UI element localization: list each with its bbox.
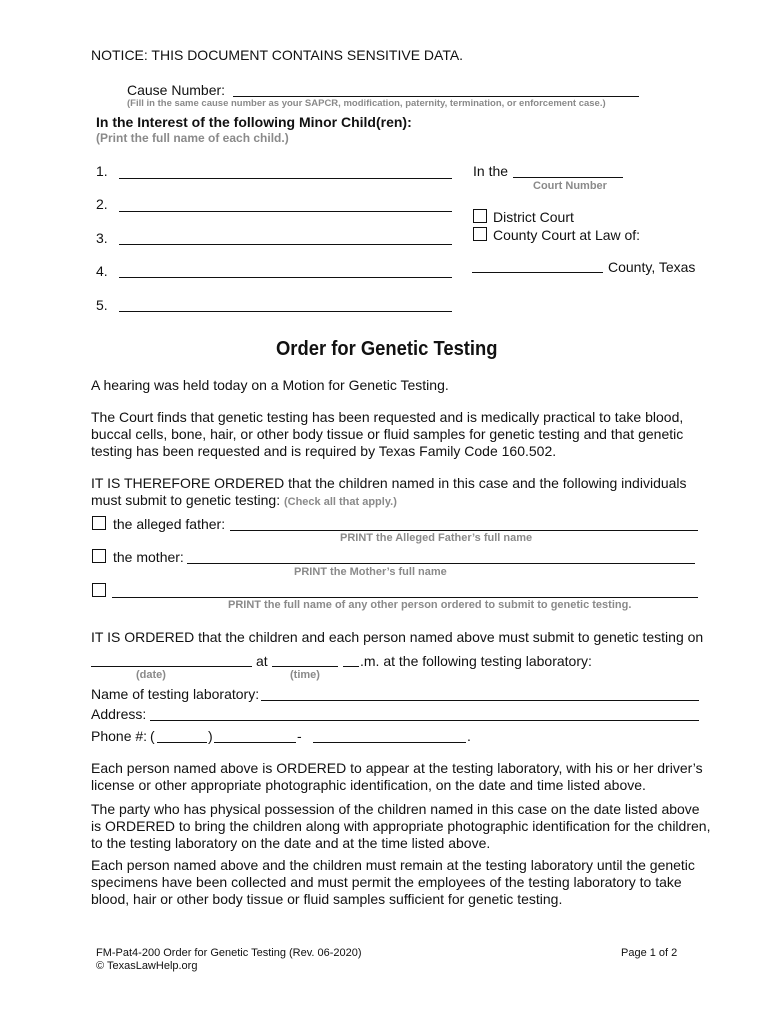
possession-paragraph: The party who has physical possession of the children named in this case on the date listed above is ORDERED to bring the children along with appropriate photographic identification for the children, to the testing laboratory on the date and at the time listed above.	[91, 801, 711, 851]
lab-name-field[interactable]	[261, 700, 699, 701]
therefore-ordered-text: IT IS THEREFORE ORDERED that the children named in this case and the following individuals must submit to genetic testing:	[91, 475, 687, 508]
district-court-label: District Court	[493, 209, 574, 225]
sensitive-data-notice: NOTICE: THIS DOCUMENT CONTAINS SENSITIVE DATA.	[91, 47, 464, 63]
date-label: (date)	[136, 669, 166, 681]
mother-hint: PRINT the Mother’s full name	[294, 566, 447, 578]
in-the-label: In the	[473, 163, 509, 179]
phone-line-field[interactable]	[313, 742, 466, 743]
m-laboratory-text: .m. at the following testing laboratory:	[360, 653, 592, 669]
appear-paragraph: Each person named above is ORDERED to appear at the testing laboratory, with his or her driver’s license or other appropriate photographic identification, on the date and time listed above.	[91, 760, 703, 793]
alleged-father-checkbox[interactable]	[92, 516, 106, 530]
court-finds-paragraph: The Court finds that genetic testing has been requested and is medically practical to take blood, buccal cells, bone, hair, or other body tissue or fluid samples for genetic testing and that genetic testing has been requested and is required by Texas Family Code 160.502.	[91, 409, 684, 459]
district-court-checkbox[interactable]	[473, 209, 487, 223]
county-name-field[interactable]	[472, 272, 603, 273]
child-number-5: 5.	[96, 297, 108, 313]
court-number-label: Court Number	[533, 180, 607, 192]
check-all-hint: (Check all that apply.)	[283, 496, 397, 508]
time-label: (time)	[290, 669, 320, 681]
mother-name-field[interactable]	[187, 563, 695, 564]
phone-open-paren: (	[150, 728, 155, 744]
alleged-father-label: the alleged father:	[113, 516, 226, 532]
court-number-field[interactable]	[513, 177, 623, 178]
child-name-field-4[interactable]	[119, 277, 452, 278]
alleged-father-hint: PRINT the Alleged Father’s full name	[340, 532, 533, 544]
page-title: Order for Genetic Testing	[276, 338, 498, 360]
lab-address-field[interactable]	[150, 720, 699, 721]
phone-dash: -	[297, 728, 302, 744]
mother-checkbox[interactable]	[92, 549, 106, 563]
cause-number-label: Cause Number:	[127, 82, 226, 98]
child-name-field-1[interactable]	[119, 178, 452, 179]
phone-area-code-field[interactable]	[157, 742, 207, 743]
county-texas-label: County, Texas	[608, 259, 696, 275]
am-pm-field[interactable]	[343, 666, 359, 667]
footer-form-id: FM-Pat4-200 Order for Genetic Testing (Rev. 06-2020)	[96, 947, 362, 959]
child-number-2: 2.	[96, 196, 108, 212]
mother-label: the mother:	[113, 549, 184, 565]
child-name-field-2[interactable]	[119, 211, 452, 212]
footer-page-number: Page 1 of 2	[621, 947, 678, 959]
other-person-checkbox[interactable]	[92, 583, 106, 597]
county-court-checkbox[interactable]	[473, 227, 487, 241]
child-number-1: 1.	[96, 163, 108, 179]
other-person-name-field[interactable]	[112, 597, 698, 598]
phone-prefix-field[interactable]	[214, 742, 296, 743]
child-name-field-3[interactable]	[119, 244, 452, 245]
remain-paragraph: Each person named above and the children must remain at the testing laboratory until the genetic specimens have been collected and must permit the employees of the testing laboratory to take blood, hair or other body tissue or fluid samples sufficient for genetic testing.	[91, 857, 695, 907]
children-hint: (Print the full name of each child.)	[96, 131, 289, 145]
lab-address-label: Address:	[91, 706, 147, 722]
child-name-field-5[interactable]	[119, 311, 452, 312]
lab-phone-label: Phone #:	[91, 728, 148, 744]
cause-number-field[interactable]	[233, 96, 639, 97]
at-label: at	[256, 653, 268, 669]
lab-name-label: Name of testing laboratory:	[91, 686, 260, 702]
therefore-ordered-paragraph	[91, 475, 711, 511]
other-person-hint: PRINT the full name of any other person ordered to submit to genetic testing.	[228, 599, 632, 611]
testing-time-field[interactable]	[272, 666, 338, 667]
alleged-father-name-field[interactable]	[230, 530, 698, 531]
county-court-label: County Court at Law of:	[493, 227, 641, 243]
phone-period: .	[467, 728, 471, 744]
hearing-paragraph: A hearing was held today on a Motion for Genetic Testing.	[91, 377, 449, 393]
children-heading: In the Interest of the following Minor Child(ren):	[96, 114, 412, 130]
cause-number-hint: (Fill in the same cause number as your SAPCR, modification, paternity, termination, or enforcement case.)	[127, 98, 606, 109]
footer-copyright: © TexasLawHelp.org	[96, 960, 198, 972]
testing-ordered-text: IT IS ORDERED that the children and each person named above must submit to genetic testing on	[91, 629, 704, 645]
testing-date-field[interactable]	[91, 666, 252, 667]
child-number-4: 4.	[96, 263, 108, 279]
child-number-3: 3.	[96, 230, 108, 246]
phone-close-paren: )	[208, 728, 213, 744]
